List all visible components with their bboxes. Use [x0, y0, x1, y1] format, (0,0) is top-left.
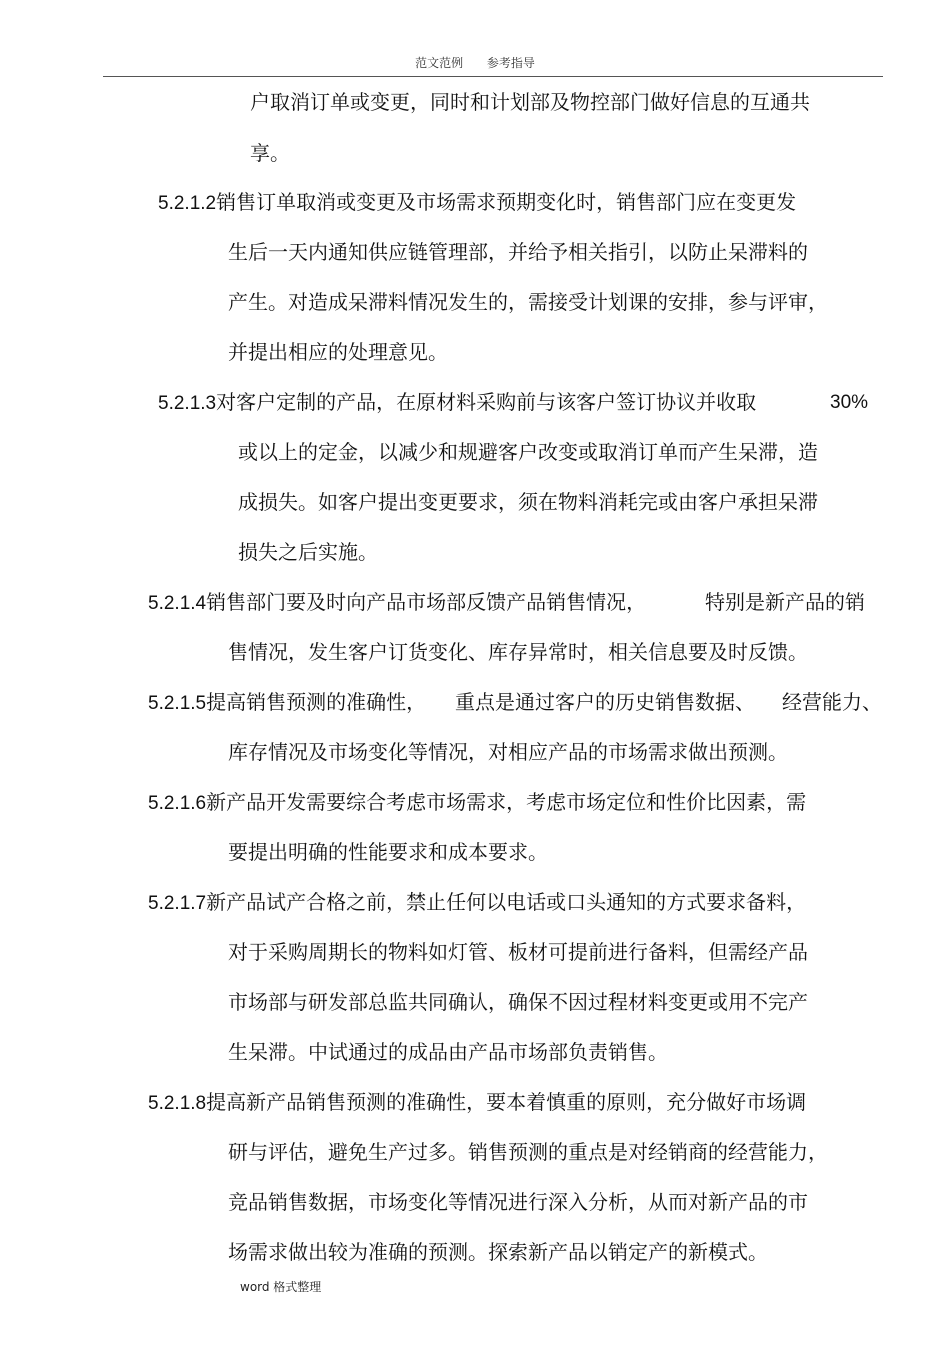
text-line: 竞品销售数据，市场变化等情况进行深入分析，从而对新产品的市	[228, 1190, 808, 1214]
page-footer: word 格式整理	[240, 1280, 322, 1294]
header-divider	[103, 76, 883, 77]
text-line: 要提出明确的性能要求和成本要求。	[228, 840, 548, 864]
text-line: 库存情况及市场变化等情况，对相应产品的市场需求做出预测。	[228, 740, 788, 764]
clause-text: 销售订单取消或变更及市场需求预期变化时，销售部门应在变更发	[216, 190, 797, 214]
text-line: 重点是通过客户的历史销售数据、	[455, 690, 755, 714]
clause-5-2-1-6	[148, 790, 806, 816]
text-line: 市场部与研发部总监共同确认，确保不因过程材料变更或用不完产	[228, 990, 808, 1014]
clause-number: 5.2.1.7	[148, 893, 207, 914]
clause-text: 新产品试产合格之前，禁止任何以电话或口头通知的方式要求备料，	[206, 890, 807, 914]
clause-number: 5.2.1.8	[148, 1093, 207, 1114]
text-line: 售情况，发生客户订货变化、库存异常时，相关信息要及时反馈。	[228, 640, 808, 664]
clause-number: 5.2.1.2	[158, 193, 217, 214]
clause-5-2-1-8	[148, 1090, 806, 1116]
clause-text: 提高新产品销售预测的准确性，要本着慎重的原则，充分做好市场调	[206, 1090, 807, 1114]
clause-text: 对客户定制的产品，在原材料采购前与该客户签订协议并收取	[216, 390, 757, 414]
text-line: 损失之后实施。	[238, 540, 378, 564]
clause-text: 新产品开发需要综合考虑市场需求，考虑市场定位和性价比因素，需	[206, 790, 807, 814]
text-line: 特别是新产品的销	[705, 590, 865, 614]
clause-5-2-1-3	[158, 390, 756, 416]
text-line: 或以上的定金，以减少和规避客户改变或取消订单而产生呆滞，造	[238, 440, 818, 464]
text-line: 产生。对造成呆滞料情况发生的，需接受计划课的安排，参与评审，	[228, 290, 828, 314]
percent-value: 30%	[830, 392, 869, 413]
clause-text: 提高销售预测的准确性，	[206, 690, 427, 714]
text-line: 研与评估，避免生产过多。销售预测的重点是对经销商的经营能力，	[228, 1140, 828, 1164]
clause-5-2-1-5	[148, 690, 426, 716]
clause-5-2-1-4	[148, 590, 646, 616]
text-line: 并提出相应的处理意见。	[228, 340, 448, 364]
clause-5-2-1-7	[148, 890, 806, 916]
clause-number: 5.2.1.3	[158, 393, 217, 414]
page-header	[0, 54, 950, 71]
header-right-text: 参考指导	[486, 56, 535, 70]
text-line: 场需求做出较为准确的预测。探索新产品以销定产的新模式。	[228, 1240, 768, 1264]
text-line: 经营能力、	[782, 690, 882, 714]
text-line: 享。	[250, 141, 290, 165]
text-line: 对于采购周期长的物料如灯管、板材可提前进行备料，但需经产品	[228, 940, 808, 964]
text-line: 生后一天内通知供应链管理部，并给予相关指引，以防止呆滞料的	[228, 240, 808, 264]
text-line: 成损失。如客户提出变更要求，须在物料消耗完或由客户承担呆滞	[238, 490, 818, 514]
clause-number: 5.2.1.6	[148, 793, 207, 814]
text-line: 户取消订单或变更，同时和计划部及物控部门做好信息的互通共	[250, 90, 810, 114]
header-left-text: 范文范例	[415, 56, 464, 70]
text-line: 生呆滞。中试通过的成品由产品市场部负责销售。	[228, 1040, 668, 1064]
clause-5-2-1-2	[158, 190, 796, 216]
clause-number: 5.2.1.4	[148, 593, 207, 614]
clause-text: 销售部门要及时向产品市场部反馈产品销售情况，	[206, 590, 647, 614]
clause-number: 5.2.1.5	[148, 693, 207, 714]
